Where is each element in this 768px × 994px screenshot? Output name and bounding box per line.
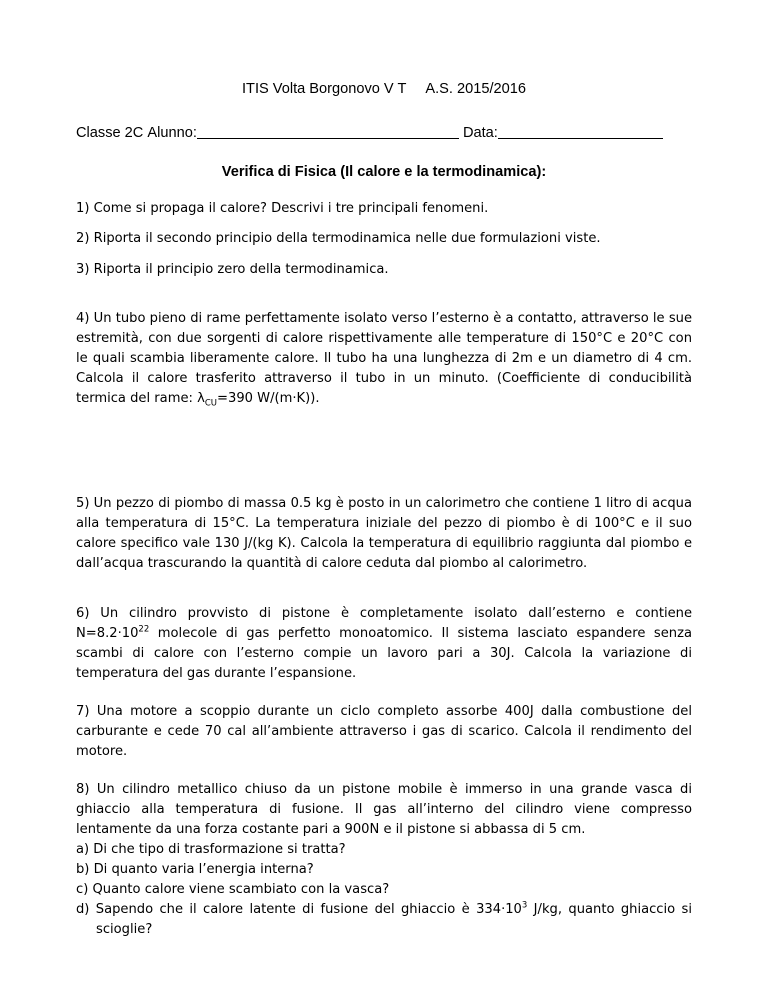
date-label: Data: xyxy=(462,125,498,141)
student-info-line xyxy=(76,122,716,141)
header-line xyxy=(0,81,768,97)
question-7: 7) Una motore a scoppio durante un ciclo completo assorbe 400J dalla combustione del carburante e cede 70 cal all’ambiente attraverso i gas di scarico. Calcola il rendimento del motore. xyxy=(76,704,692,759)
question-6-text-a: 6) Un cilindro provvisto di pistone è completamente isolato dall’esterno e contiene N=8.2·10 xyxy=(76,606,692,641)
question-8-d xyxy=(76,900,692,940)
question-8-d-text-b: J/kg, quanto ghiaccio si scioglie? xyxy=(96,902,692,937)
student-label: Alunno: xyxy=(147,125,197,141)
question-6-text-b: molecole di gas perfetto monoatomico. Il sistema lasciato espandere senza scambi di calore con l’esterno compie un lavoro pari a 30J. Calcola la variazione di temperatura del gas durante l’espansione. xyxy=(76,626,692,681)
lambda-subscript: CU xyxy=(204,398,218,409)
question-8 xyxy=(76,780,692,940)
question-4-text: 4) Un tubo pieno di rame perfettamente isolato verso l’esterno è a contatto, attraverso le sue estremità, con due sorgenti di calore rispettivamente alle temperature di 150°C e 20°C con le quali scambia liberamente calore. Il tubo ha una lunghezza di 2m e un diametro di 4 cm. Calcola il calore trasferito attraverso il tubo in un minuto. (Coefficiente di conducibilità termica del rame: xyxy=(76,311,692,406)
class-label: Classe 2C xyxy=(76,125,144,141)
question-8-text: 8) Un cilindro metallico chiuso da un pistone mobile è immerso in una grande vasca di ghiaccio alla temperatura di fusione. Il gas all’interno del cilindro viene compresso lentamente da una forza costante pari a 900N e il pistone si abbassa di 5 cm. xyxy=(76,782,692,837)
question-6 xyxy=(76,604,692,684)
question-2: 2) Riporta il secondo principio della termodinamica nelle due formulazioni viste. xyxy=(76,231,601,246)
test-title: Verifica di Fisica (Il calore e la termodinamica): xyxy=(221,164,547,180)
lambda-symbol: λ xyxy=(197,391,205,406)
question-4 xyxy=(76,309,692,409)
question-6-exponent: 22 xyxy=(138,624,150,635)
question-8-d-exponent: 3 xyxy=(521,900,528,911)
school-year: A.S. 2015/2016 xyxy=(425,81,527,97)
question-8-d-text-a: d) Sapendo che il calore latente di fusione del ghiaccio è 334·10 xyxy=(76,902,522,917)
question-8-b: b) Di quanto varia l’energia interna? xyxy=(76,862,314,877)
question-1: 1) Come si propaga il calore? Descrivi i tre principali fenomeni. xyxy=(76,201,489,216)
student-name-blank[interactable] xyxy=(197,124,459,139)
question-4-tail: =390 W/(m·K)). xyxy=(217,391,320,406)
question-5: 5) Un pezzo di piombo di massa 0.5 kg è posto in un calorimetro che contiene 1 litro di acqua alla temperatura di 15°C. La temperatura iniziale del pezzo di piombo è di 100°C e il suo calore specifico vale 130 J/(kg K). Calcola la temperatura di equilibrio raggiunta dal piombo e dall’acqua trascurando la quantità di calore ceduta dal piombo al calorimetro. xyxy=(76,496,692,571)
question-8-a: a) Di che tipo di trasformazione si tratta? xyxy=(76,842,346,857)
question-3: 3) Riporta il principio zero della termodinamica. xyxy=(76,262,389,277)
question-8-c: c) Quanto calore viene scambiato con la vasca? xyxy=(76,882,390,897)
school-name: ITIS Volta Borgonovo V T xyxy=(241,81,407,97)
date-blank[interactable] xyxy=(498,124,663,139)
